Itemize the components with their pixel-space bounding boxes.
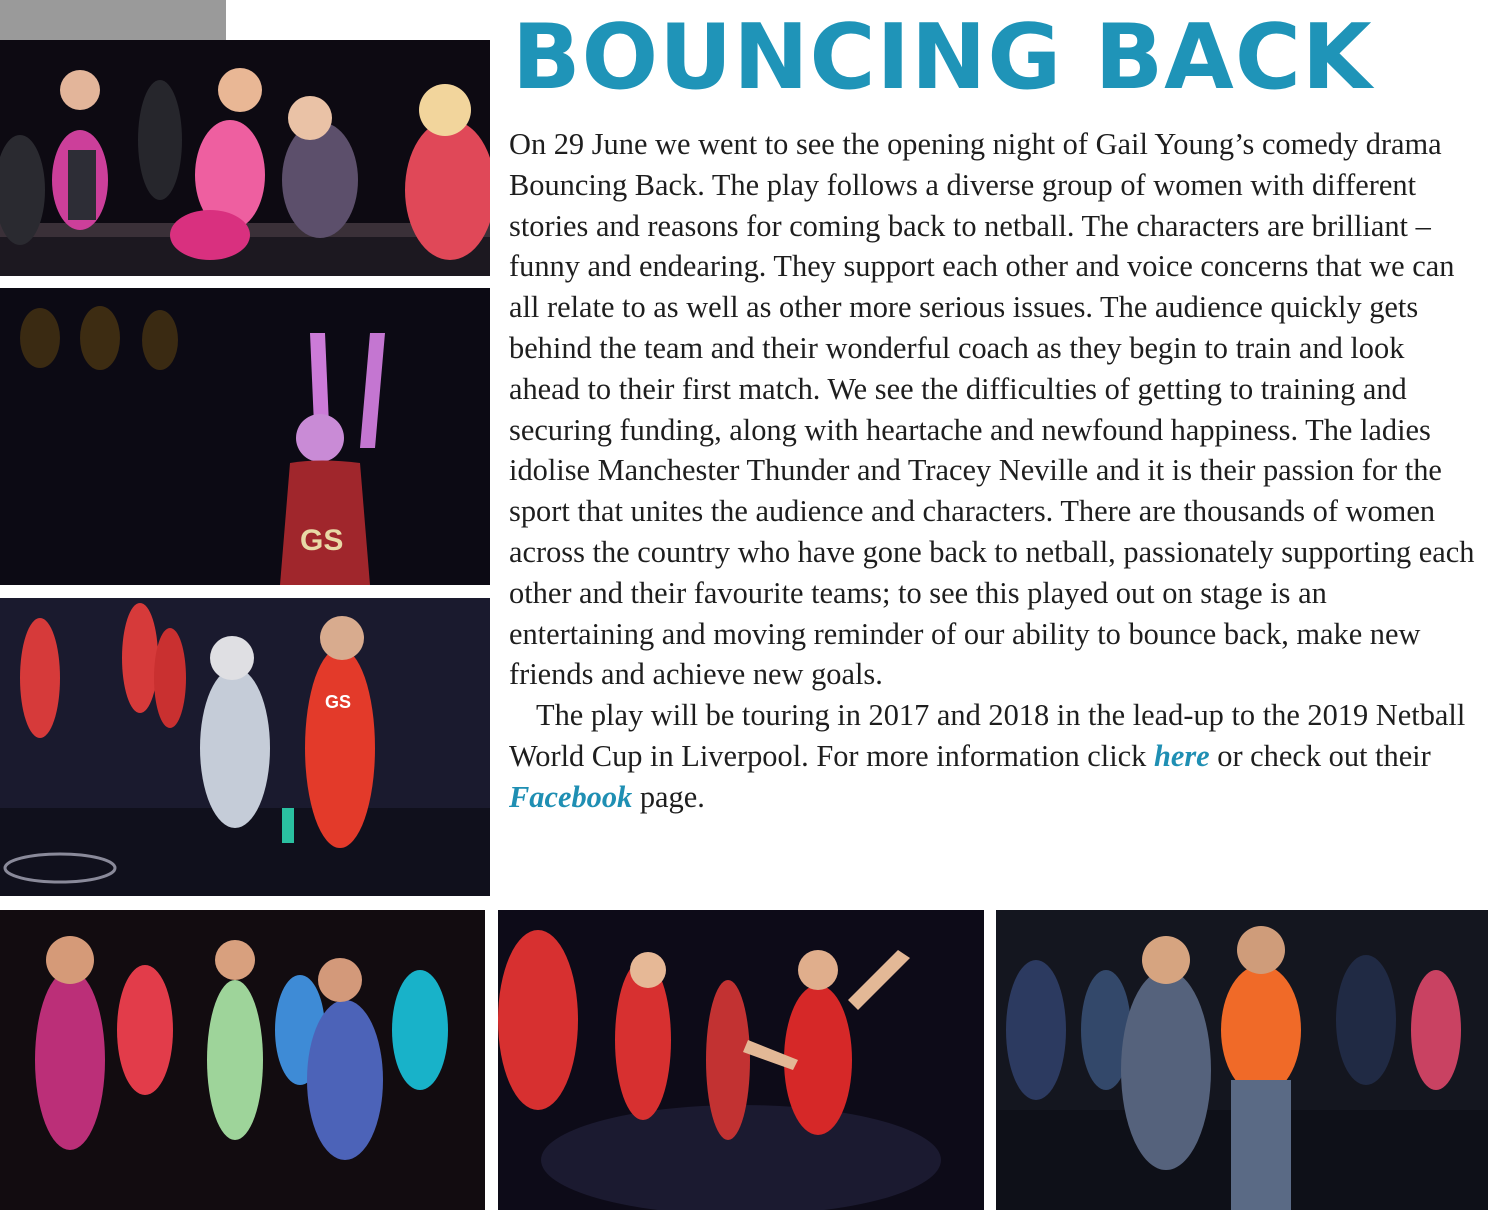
photo-coach-and-players xyxy=(996,910,1488,1210)
photo-players-reaching-out xyxy=(498,910,984,1210)
photo-team-on-bench xyxy=(0,40,490,276)
article-paragraph-1: On 29 June we went to see the opening night of Gail Young’s comedy drama Bouncing Back. The play follows a diverse group of women with different stories and reasons for coming back to netball. The characters are brilliant – funny and endearing. They support each other and voice concerns that we can all relate to as well as other more serious issues. The audience quickly gets behind the team and their wonderful coach as they begin to train and look ahead to their first match. We see the difficulties of getting to training and securing funding, along with heartache and newfound happiness. The ladies idolise Manchester Thunder and Tracey Neville and it is their passion for the sport that unites the audience and characters. There are thousands of women across the country who have gone back to netball, passionately supporting each other and their favourite teams; to see this played out on stage is an entertaining and moving reminder of our ability to bounce back, make new friends and achieve new goals. xyxy=(509,127,1475,692)
article-paragraph-2 xyxy=(509,695,1479,817)
paragraph-2-text-end: page. xyxy=(632,779,705,814)
gs-bib-label: GS xyxy=(300,524,344,557)
gs-bib-label-2: GS xyxy=(325,692,352,712)
photo-group-exercising xyxy=(0,910,485,1210)
paragraph-2-text-start: The play will be touring in 2017 and 2018 in the lead-up to the 2019 Netball World Cup in Liverpool. For more information click xyxy=(509,698,1466,773)
photo-player-reaching xyxy=(0,288,490,585)
article-title: BOUNCING BACK xyxy=(512,5,1373,110)
paragraph-2-text-middle: or check out their xyxy=(1209,738,1431,773)
photo-team-red-dresses xyxy=(0,598,490,896)
here-link[interactable]: here xyxy=(1153,738,1210,773)
facebook-link[interactable]: Facebook xyxy=(509,779,633,814)
article-body xyxy=(509,124,1479,818)
corner-tab xyxy=(0,0,226,40)
